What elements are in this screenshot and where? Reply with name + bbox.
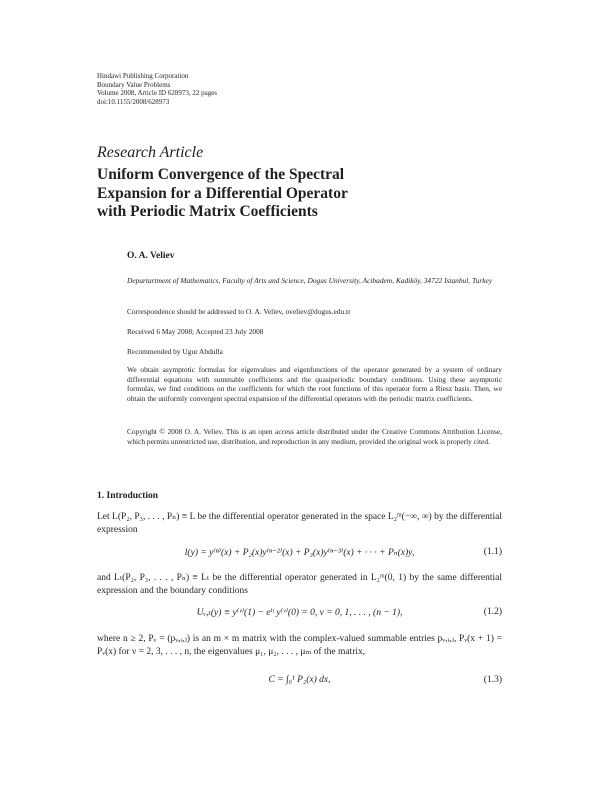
body-paragraph: Let L(P₂, P₃, . . . , Pₙ) ≡ L be the differential operator generated in the space L₂ᵐ(−∞, ∞) by the differential expression [97,512,502,535]
equation-expression: Uᵥ,ₜ(y) ≡ y⁽ᵛ⁾(1) − eⁱᵗ y⁽ᵛ⁾(0) = 0, ν = 0, 1, . . . , (n − 1), [196,608,403,618]
equation-number: (1.1) [483,547,502,557]
paper-title [97,166,457,222]
title-line: with Periodic Matrix Coefficients [97,203,318,220]
title-line: Uniform Convergence of the Spectral [97,166,345,183]
title-line: Expansion for a Differential Operator [97,184,348,202]
recommended-by: Recommended by Ugur Abdulla [127,347,223,356]
copyright-notice: Copyright © 2008 O. A. Veliev. This is an open access article distributed under the Creative Commons Attribution License, which permits unrestricted use, distribution, and reproduction in any medium, provided the original work is properly cited. [127,427,502,446]
body-paragraph: and Lₜ(P₂, P₃, . . . , Pₙ) ≡ Lₜ be the differential operator generated in L₂ᵐ(0, 1) by the same differential expression and the boundary conditions [97,573,502,596]
section-heading: 1. Introduction [97,491,159,501]
journal-name: Boundary Value Problems [97,80,171,89]
body-paragraph: where n ≥ 2, Pᵥ = (pᵥ,ᵢ,ⱼ) is an m × m matrix with the complex-valued summable entries pᵥ,ᵢ,ⱼ, Pᵥ(x + 1) = Pᵥ(x) for ν = 2, 3, . . . , n, the eigenvalues μ₁, μ₂, . . . , μₘ of the matrix, [97,634,502,657]
volume-info: Volume 2008, Article ID 628973, 22 pages [97,89,218,98]
doi[interactable]: doi:10.1155/2008/628973 [97,97,170,106]
affiliation: Departartment of Mathematics, Faculty of Arts and Science, Dogus University, Acibadem, Kadiköy, 34722 Istanbul, Turkey [127,276,493,285]
equation-expression: C = ∫₀¹ P₂(x) dx, [268,675,331,685]
article-type: Research Article [97,144,204,161]
correspondence: Correspondence should be addressed to O. A. Veliev, oveliev@dogus.edu.tr [127,307,351,316]
abstract: We obtain asymptotic formulas for eigenvalues and eigenfunctions of the operator generated by a system of ordinary differential equations with summable coefficients and the quasiperiodic boundary conditions. Using these asymptotic formulas, we find conditions on the coefficients for which the root functions of this operator form a Riesz basis. Then, we obtain the uniformly convergent spectral expansion of the differential operators with the periodic matrix coefficients. [127,365,502,403]
equation-expression: l(y) = y⁽ⁿ⁾(x) + P₂(x)y⁽ⁿ⁻²⁾(x) + P₃(x)y⁽ⁿ⁻³⁾(x) + · · · + Pₙ(x)y, [184,548,415,558]
author-name: O. A. Veliev [127,251,175,261]
journal-header [97,72,217,106]
publisher-name: Hindawi Publishing Corporation [97,72,189,80]
equation-number: (1.3) [483,675,502,685]
received-date: Received 6 May 2008; Accepted 23 July 2008 [127,327,264,336]
equation-number: (1.2) [483,607,502,617]
